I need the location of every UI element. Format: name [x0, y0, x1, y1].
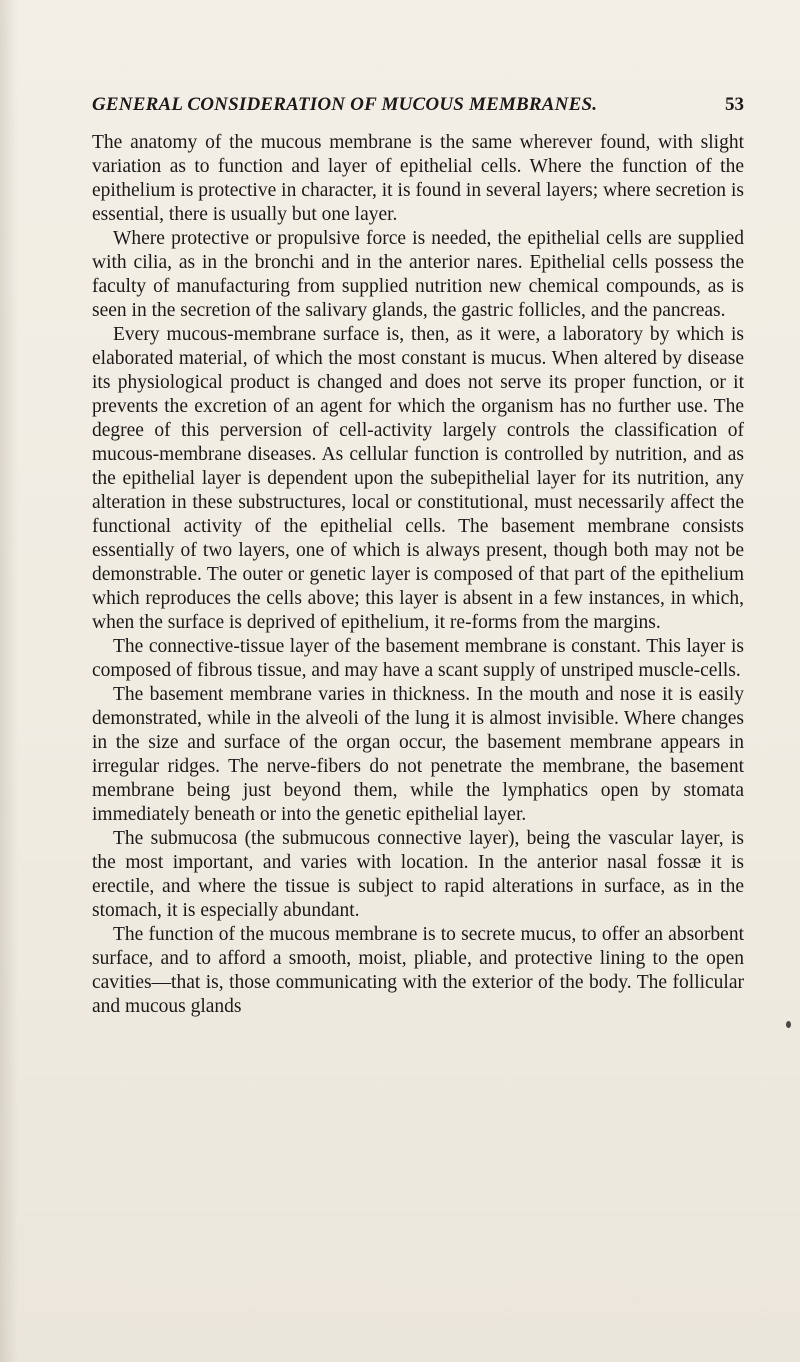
page-header	[92, 94, 744, 120]
page-edge-shadow	[0, 0, 18, 1362]
paragraph: The basement membrane varies in thickness. In the mouth and nose it is easily demonstrated, while in the alveoli of the lung it is almost invisible. Where changes in the size and surface of the organ occur, the basement membrane appears in irregular ridges. The nerve-fibers do not penetrate the membrane, the basement membrane being just beyond them, while the lymphatics open by stomata immediately beneath or into the genetic epithelial layer.	[92, 684, 744, 825]
paragraph: Every mucous-membrane surface is, then, as it were, a laboratory by which is elaborated material, of which the most constant is mucus. When altered by disease its physiological product is changed and does not serve its proper function, or it prevents the excretion of an agent for which the organism has no further use. The degree of this perversion of cell-activity largely controls the classification of mucous-membrane diseases. As cellular function is controlled by nutrition, and as the epithelial layer is dependent upon the subepithelial layer for its nutrition, any alteration in these substructures, local or constitutional, must necessarily affect the functional activity of the epithelial cells. The basement membrane consists essentially of two layers, one of which is always present, though both may not be demonstrable. The outer or genetic layer is composed of that part of the epithelium which reproduces the cells above; this layer is absent in a few instances, in which, when the surface is deprived of epithelium, it re-forms from the margins.	[92, 324, 744, 633]
running-title: GENERAL CONSIDERATION OF MUCOUS MEMBRANES.	[92, 94, 598, 115]
ink-speck	[786, 1021, 791, 1028]
paragraph: The anatomy of the mucous membrane is the same wherever found, with slight variation as to function and layer of epithelial cells. Where the function of the epithelium is protective in character, it is found in several layers; where secretion is essential, there is usually but one layer.	[92, 132, 744, 225]
page-number: 53	[725, 94, 744, 115]
paragraph: Where protective or propulsive force is needed, the epithelial cells are supplied with cilia, as in the bronchi and in the anterior nares. Epithelial cells possess the faculty of manufacturing from supplied nutrition new chemical compounds, as is seen in the secretion of the salivary glands, the gastric follicles, and the pancreas.	[92, 228, 744, 321]
paragraph: The function of the mucous membrane is to secrete mucus, to offer an absorbent surface, and to afford a smooth, moist, pliable, and protective lining to the open cavities—that is, those communicating with the exterior of the body. The follicular and mucous glands	[92, 924, 744, 1017]
paragraph: The connective-tissue layer of the basement membrane is constant. This layer is composed of fibrous tissue, and may have a scant supply of unstriped muscle-cells.	[92, 636, 744, 681]
body-text	[92, 131, 744, 1019]
paragraph: The submucosa (the submucous connective layer), being the vascular layer, is the most important, and varies with location. In the anterior nasal fossæ it is erectile, and where the tissue is subject to rapid alterations in surface, as in the stomach, it is especially abundant.	[92, 828, 744, 921]
